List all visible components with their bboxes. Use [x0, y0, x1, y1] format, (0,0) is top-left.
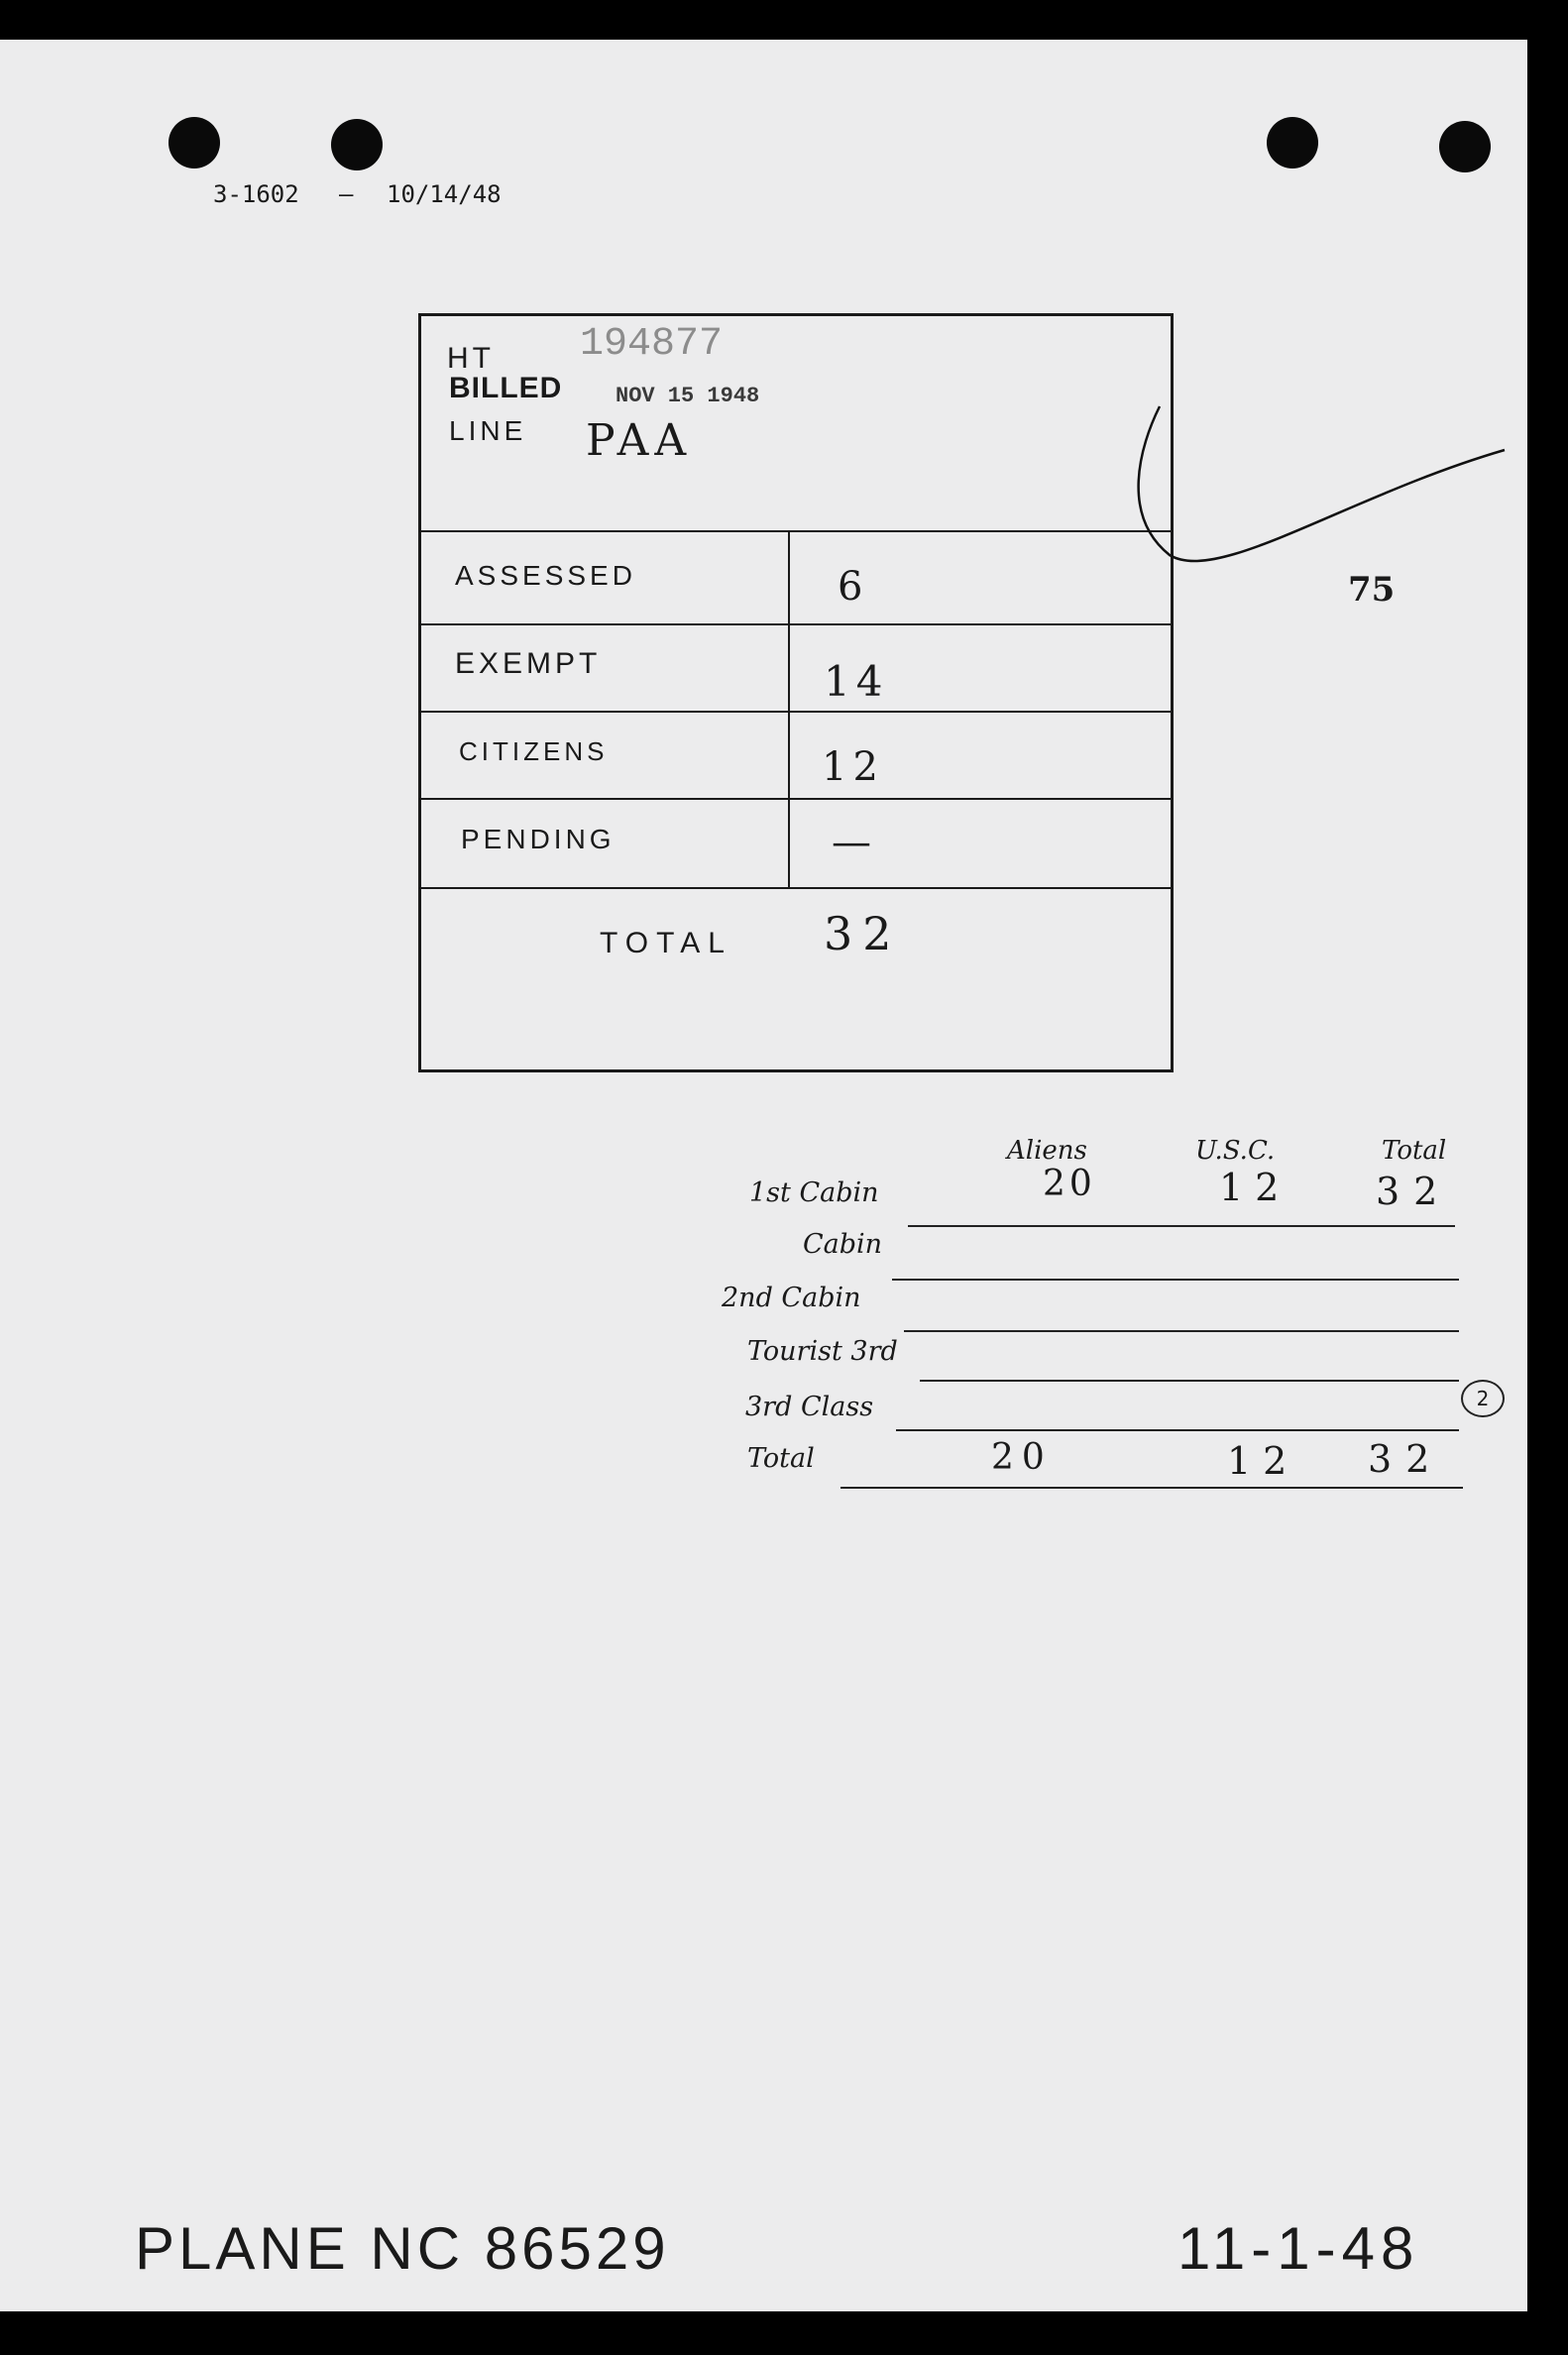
row-underline [904, 1330, 1459, 1332]
cell-1st-cabin-total: 32 [1376, 1170, 1452, 1213]
punch-hole [1439, 121, 1491, 172]
row-label-citizens: CITIZENS [459, 736, 609, 766]
row-underline [908, 1225, 1455, 1227]
pen-stroke-curve [1130, 387, 1507, 585]
total-label: TOTAL [600, 927, 732, 959]
circled-mark: 2 [1461, 1380, 1505, 1417]
row-value-citizens: 12 [822, 744, 884, 790]
row-label-assessed: ASSESSED [455, 560, 636, 591]
row-label-exempt: EXEMPT [455, 647, 602, 680]
total-value: 32 [824, 907, 902, 960]
row-label-total: Total [747, 1443, 815, 1474]
cell-total-aliens: 20 [991, 1437, 1053, 1478]
punch-hole [1267, 117, 1318, 168]
box-divider [421, 887, 1171, 889]
line-value: PAA [586, 415, 693, 466]
footer-date: 11-1-48 [1177, 2215, 1420, 2282]
ht-label: HT [447, 342, 495, 375]
file-reference: 3-1602 [213, 180, 299, 208]
row-value-exempt: 14 [824, 657, 889, 706]
box-divider [421, 530, 1171, 532]
page-number: 75 [1348, 570, 1396, 610]
box-column-divider [788, 530, 790, 887]
ht-number: 194877 [580, 322, 724, 367]
punch-hole [331, 119, 383, 170]
cell-1st-cabin-aliens: 20 [1043, 1164, 1096, 1204]
row-value-assessed: 6 [838, 564, 863, 610]
box-divider [421, 711, 1171, 713]
line-label: LINE [449, 415, 527, 446]
billed-date-stamp: NOV 15 1948 [616, 384, 760, 408]
column-header-usc: U.S.C. [1195, 1136, 1276, 1166]
row-label-2nd-cabin: 2nd Cabin [722, 1283, 861, 1313]
row-label-1st-cabin: 1st Cabin [749, 1178, 879, 1208]
row-underline [896, 1429, 1459, 1431]
cell-total-total: 32 [1368, 1437, 1444, 1481]
plane-number: PLANE NC 86529 [135, 2215, 670, 2282]
punch-hole [168, 117, 220, 168]
row-underline [840, 1487, 1463, 1489]
billed-label: BILLED [449, 372, 563, 404]
row-value-pending: — [832, 820, 871, 865]
header-date: 10/14/48 [387, 180, 502, 208]
header-dash: — [339, 180, 354, 208]
row-label-tourist-3rd: Tourist 3rd [747, 1336, 898, 1367]
column-header-total: Total [1382, 1136, 1447, 1166]
row-underline [920, 1380, 1459, 1382]
document-page [0, 40, 1527, 2311]
row-label-pending: PENDING [461, 824, 616, 854]
box-divider [421, 798, 1171, 800]
column-header-aliens: Aliens [1007, 1136, 1087, 1166]
stamp-box [418, 313, 1174, 1072]
cell-1st-cabin-usc: 12 [1219, 1166, 1291, 1209]
row-underline [892, 1279, 1459, 1281]
row-label-3rd-class: 3rd Class [745, 1392, 874, 1422]
cell-total-usc: 12 [1227, 1439, 1299, 1483]
box-divider [421, 623, 1171, 625]
row-label-cabin: Cabin [803, 1229, 883, 1260]
